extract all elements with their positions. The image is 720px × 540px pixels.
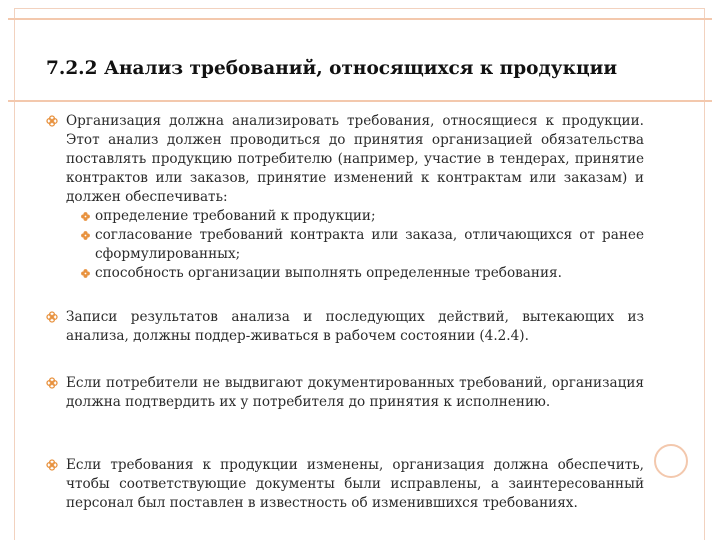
list-item	[46, 456, 644, 513]
flower-bullet-icon	[46, 459, 58, 471]
top-rule	[8, 18, 712, 20]
title-rule	[8, 100, 712, 102]
flower-bullet-icon	[80, 268, 91, 279]
flower-bullet-icon	[80, 211, 91, 222]
side-circle-decoration	[654, 444, 688, 478]
list-item	[46, 308, 644, 346]
sub-list-item-text: согласование требований контракта или заказа, отличающихся от ранее сформулированных;	[95, 227, 644, 262]
sub-list-item	[66, 226, 644, 264]
slide-title: 7.2.2 Анализ требований, относящихся к продукции	[46, 58, 618, 79]
flower-bullet-icon	[46, 311, 58, 323]
list-item-text: Если потребители не выдвигают документированных требований, организация должна подтвердить их у потребителя до принятия к исполнению.	[66, 375, 644, 410]
flower-bullet-icon	[46, 377, 58, 389]
list-item-text: Записи результатов анализа и последующих действий, вытекающих из анализа, должны поддер-живаться в рабочем состоянии (4.2.4).	[66, 309, 644, 344]
sub-list	[66, 207, 644, 283]
list-item	[46, 374, 644, 412]
list-item-text: Если требования к продукции изменены, организация должна обеспечить, чтобы соответствующие документы были исправлены, а заинтересованный персонал был поставлен в известность об изменившихся требованиях.	[66, 457, 644, 511]
sub-list-item	[66, 207, 644, 226]
flower-bullet-icon	[80, 230, 91, 241]
sub-list-item	[66, 264, 644, 283]
flower-bullet-icon	[46, 115, 58, 127]
sub-list-item-text: способность организации выполнять определенные требования.	[95, 265, 562, 281]
list-item-text: Организация должна анализировать требования, относящиеся к продукции. Этот анализ должен проводиться до принятия организацией обязательства поставлять продукцию потребителю (например, участие в тендерах, принятие контрактов или заказов, принятие изменений к контрактам или заказам) и должен обеспечивать:	[66, 113, 644, 205]
list-item	[46, 112, 644, 283]
sub-list-item-text: определение требований к продукции;	[95, 208, 376, 224]
